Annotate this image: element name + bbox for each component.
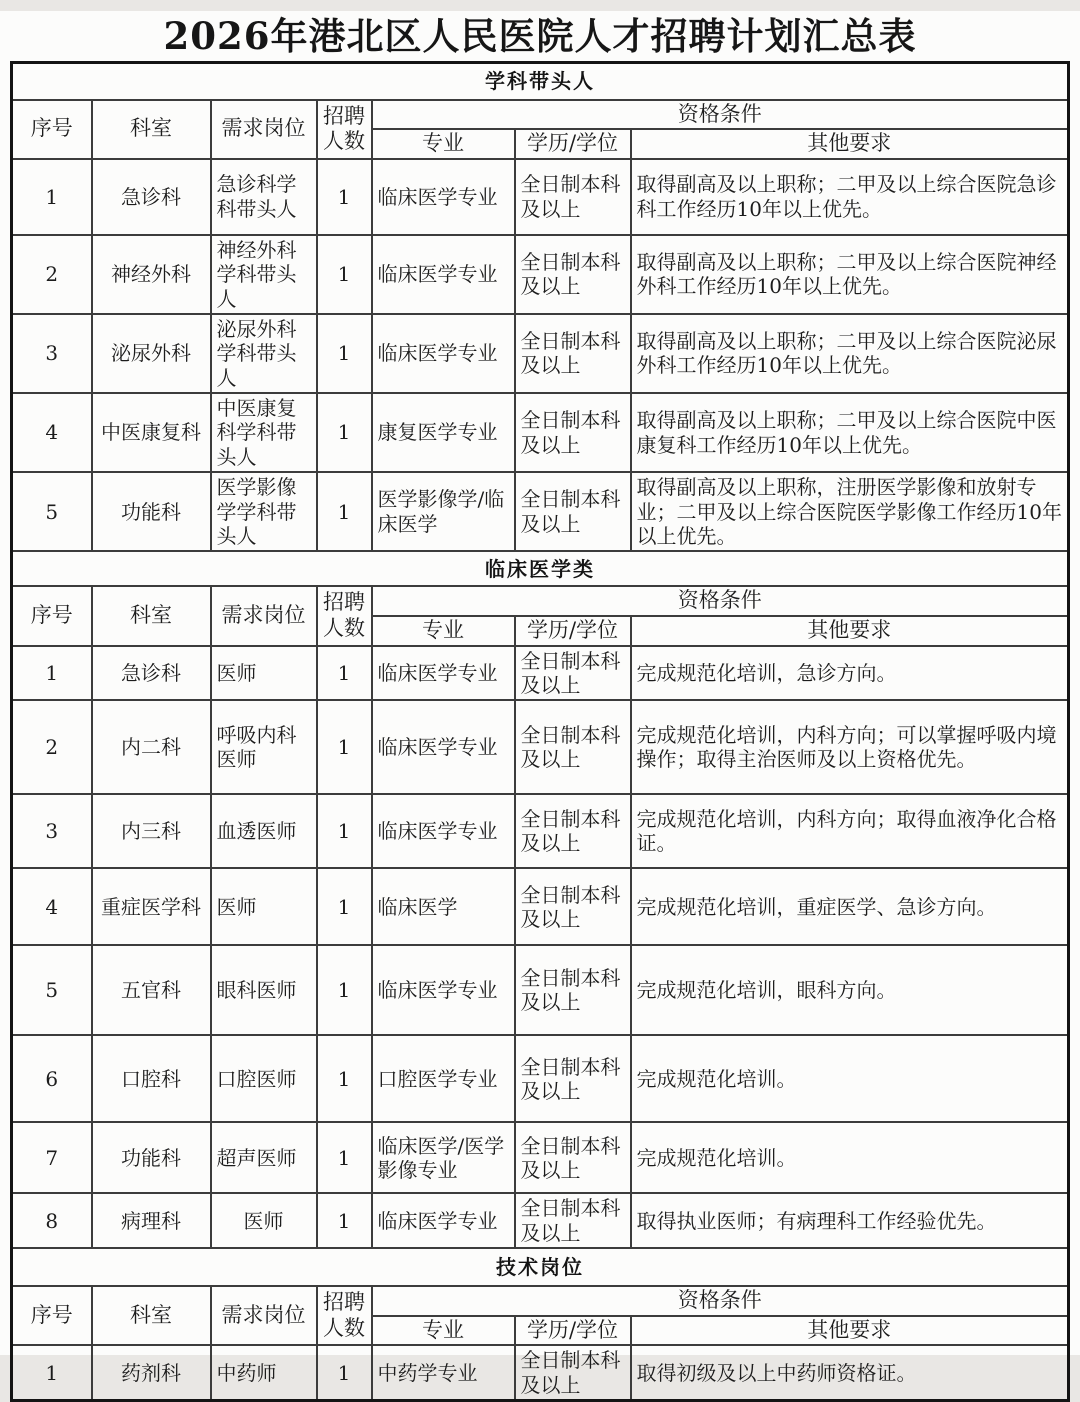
cell-major: 临床医学专业 [372, 314, 515, 393]
cell-position: 中药师 [211, 1345, 317, 1400]
cell-other: 完成规范化培训。 [631, 1035, 1069, 1122]
cell-seq: 3 [12, 314, 92, 393]
cell-position: 眼科医师 [211, 945, 317, 1035]
cell-dept: 病理科 [92, 1193, 211, 1248]
cell-other: 完成规范化培训，急诊方向。 [631, 646, 1069, 701]
table-row [12, 314, 1069, 393]
cell-other: 取得副高及以上职称；二甲及以上综合医院神经外科工作经历10年以上优先。 [631, 235, 1069, 314]
cell-seq: 1 [12, 646, 92, 701]
col-header-dept: 科室 [92, 586, 211, 645]
cell-other: 取得副高及以上职称；二甲及以上综合医院急诊科工作经历10年以上优先。 [631, 159, 1069, 235]
cell-position: 急诊科学科带头人 [211, 159, 317, 235]
cell-seq: 6 [12, 1035, 92, 1122]
cell-dept: 重症医学科 [92, 868, 211, 945]
cell-count: 1 [317, 1345, 372, 1400]
table-row [12, 159, 1069, 235]
cell-seq: 4 [12, 393, 92, 472]
cell-major: 康复医学专业 [372, 393, 515, 472]
table-row [12, 794, 1069, 868]
cell-seq: 2 [12, 700, 92, 794]
cell-count: 1 [317, 700, 372, 794]
cell-other: 取得执业医师；有病理科工作经验优先。 [631, 1193, 1069, 1248]
cell-position: 医学影像学学科带头人 [211, 472, 317, 551]
col-header-other: 其他要求 [631, 129, 1069, 159]
page-title: 2026年港北区人民医院人才招聘计划汇总表 [163, 14, 917, 58]
cell-position: 口腔医师 [211, 1035, 317, 1122]
section-title-technical-positions: 技术岗位 [12, 1248, 1069, 1286]
cell-major: 临床医学专业 [372, 945, 515, 1035]
cell-position: 医师 [211, 868, 317, 945]
col-header-seq: 序号 [12, 1286, 92, 1345]
cell-education: 全日制本科及以上 [515, 393, 631, 472]
recruitment-table [10, 61, 1070, 1402]
cell-education: 全日制本科及以上 [515, 945, 631, 1035]
table-row [12, 700, 1069, 794]
cell-major: 口腔医学专业 [372, 1035, 515, 1122]
col-header-qualification: 资格条件 [372, 100, 1069, 130]
cell-education: 全日制本科及以上 [515, 646, 631, 701]
cell-seq: 5 [12, 472, 92, 551]
table-row [12, 472, 1069, 551]
cell-education: 全日制本科及以上 [515, 1345, 631, 1400]
cell-education: 全日制本科及以上 [515, 1122, 631, 1193]
col-header-position: 需求岗位 [211, 1286, 317, 1345]
cell-count: 1 [317, 1193, 372, 1248]
cell-education: 全日制本科及以上 [515, 868, 631, 945]
cell-count: 1 [317, 314, 372, 393]
cell-education: 全日制本科及以上 [515, 472, 631, 551]
cell-major: 中药学专业 [372, 1345, 515, 1400]
cell-seq: 5 [12, 945, 92, 1035]
table-row [12, 868, 1069, 945]
cell-position: 医师 [211, 646, 317, 701]
col-header-education: 学历/学位 [515, 616, 631, 646]
cell-position: 泌尿外科学科带头人 [211, 314, 317, 393]
col-header-major: 专业 [372, 1316, 515, 1346]
cell-education: 全日制本科及以上 [515, 159, 631, 235]
cell-dept: 药剂科 [92, 1345, 211, 1400]
col-header-major: 专业 [372, 616, 515, 646]
cell-dept: 内三科 [92, 794, 211, 868]
cell-seq: 2 [12, 235, 92, 314]
cell-position: 中医康复科学科带头人 [211, 393, 317, 472]
cell-count: 1 [317, 235, 372, 314]
cell-dept: 内二科 [92, 700, 211, 794]
cell-position: 医师 [211, 1193, 317, 1248]
cell-count: 1 [317, 1035, 372, 1122]
table-row [12, 1035, 1069, 1122]
cell-seq: 8 [12, 1193, 92, 1248]
table-row [12, 235, 1069, 314]
cell-other: 完成规范化培训，内科方向；取得血液净化合格证。 [631, 794, 1069, 868]
cell-dept: 中医康复科 [92, 393, 211, 472]
cell-major: 临床医学专业 [372, 1193, 515, 1248]
cell-count: 1 [317, 393, 372, 472]
cell-dept: 功能科 [92, 472, 211, 551]
col-header-position: 需求岗位 [211, 586, 317, 645]
col-header-other: 其他要求 [631, 616, 1069, 646]
col-header-dept: 科室 [92, 100, 211, 159]
cell-other: 完成规范化培训。 [631, 1122, 1069, 1193]
col-header-other: 其他要求 [631, 1316, 1069, 1346]
cell-dept: 泌尿外科 [92, 314, 211, 393]
col-header-qualification: 资格条件 [372, 1286, 1069, 1316]
col-header-major: 专业 [372, 129, 515, 159]
cell-major: 临床医学专业 [372, 794, 515, 868]
table-row [12, 1345, 1069, 1400]
col-header-education: 学历/学位 [515, 129, 631, 159]
cell-dept: 急诊科 [92, 646, 211, 701]
cell-seq: 1 [12, 159, 92, 235]
col-header-qualification: 资格条件 [372, 586, 1069, 616]
col-header-count: 招聘人数 [317, 1286, 372, 1345]
cell-education: 全日制本科及以上 [515, 1035, 631, 1122]
cell-dept: 口腔科 [92, 1035, 211, 1122]
cell-other: 取得初级及以上中药师资格证。 [631, 1345, 1069, 1400]
col-header-position: 需求岗位 [211, 100, 317, 159]
col-header-seq: 序号 [12, 586, 92, 645]
section-title-discipline-leaders: 学科带头人 [12, 63, 1069, 100]
document-sheet [0, 11, 1080, 1397]
cell-other: 取得副高及以上职称；二甲及以上综合医院中医康复科工作经历10年以上优先。 [631, 393, 1069, 472]
section-title-clinical-medicine: 临床医学类 [12, 551, 1069, 586]
cell-count: 1 [317, 1122, 372, 1193]
cell-education: 全日制本科及以上 [515, 314, 631, 393]
table-row [12, 945, 1069, 1035]
col-header-education: 学历/学位 [515, 1316, 631, 1346]
table-row [12, 1193, 1069, 1248]
cell-dept: 功能科 [92, 1122, 211, 1193]
table-row [12, 393, 1069, 472]
col-header-seq: 序号 [12, 100, 92, 159]
cell-other: 完成规范化培训，内科方向；可以掌握呼吸内境操作；取得主治医师及以上资格优先。 [631, 700, 1069, 794]
cell-other: 取得副高及以上职称，注册医学影像和放射专业；二甲及以上综合医院医学影像工作经历10年以上优先。 [631, 472, 1069, 551]
cell-major: 临床医学专业 [372, 646, 515, 701]
cell-count: 1 [317, 794, 372, 868]
cell-major: 医学影像学/临床医学 [372, 472, 515, 551]
cell-major: 临床医学 [372, 868, 515, 945]
cell-count: 1 [317, 945, 372, 1035]
cell-education: 全日制本科及以上 [515, 235, 631, 314]
cell-position: 呼吸内科医师 [211, 700, 317, 794]
cell-count: 1 [317, 472, 372, 551]
col-header-count: 招聘人数 [317, 586, 372, 645]
cell-major: 临床医学专业 [372, 700, 515, 794]
cell-dept: 神经外科 [92, 235, 211, 314]
cell-position: 神经外科学科带头人 [211, 235, 317, 314]
cell-major: 临床医学/医学影像专业 [372, 1122, 515, 1193]
cell-seq: 4 [12, 868, 92, 945]
cell-seq: 3 [12, 794, 92, 868]
cell-count: 1 [317, 159, 372, 235]
cell-other: 完成规范化培训，眼科方向。 [631, 945, 1069, 1035]
cell-major: 临床医学专业 [372, 159, 515, 235]
cell-position: 血透医师 [211, 794, 317, 868]
cell-seq: 7 [12, 1122, 92, 1193]
cell-education: 全日制本科及以上 [515, 1193, 631, 1248]
cell-major: 临床医学专业 [372, 235, 515, 314]
cell-education: 全日制本科及以上 [515, 794, 631, 868]
cell-dept: 急诊科 [92, 159, 211, 235]
table-row [12, 1122, 1069, 1193]
cell-position: 超声医师 [211, 1122, 317, 1193]
cell-education: 全日制本科及以上 [515, 700, 631, 794]
cell-other: 完成规范化培训，重症医学、急诊方向。 [631, 868, 1069, 945]
table-row [12, 646, 1069, 701]
cell-other: 取得副高及以上职称；二甲及以上综合医院泌尿外科工作经历10年以上优先。 [631, 314, 1069, 393]
cell-count: 1 [317, 646, 372, 701]
cell-seq: 1 [12, 1345, 92, 1400]
cell-count: 1 [317, 868, 372, 945]
col-header-dept: 科室 [92, 1286, 211, 1345]
col-header-count: 招聘人数 [317, 100, 372, 159]
cell-dept: 五官科 [92, 945, 211, 1035]
